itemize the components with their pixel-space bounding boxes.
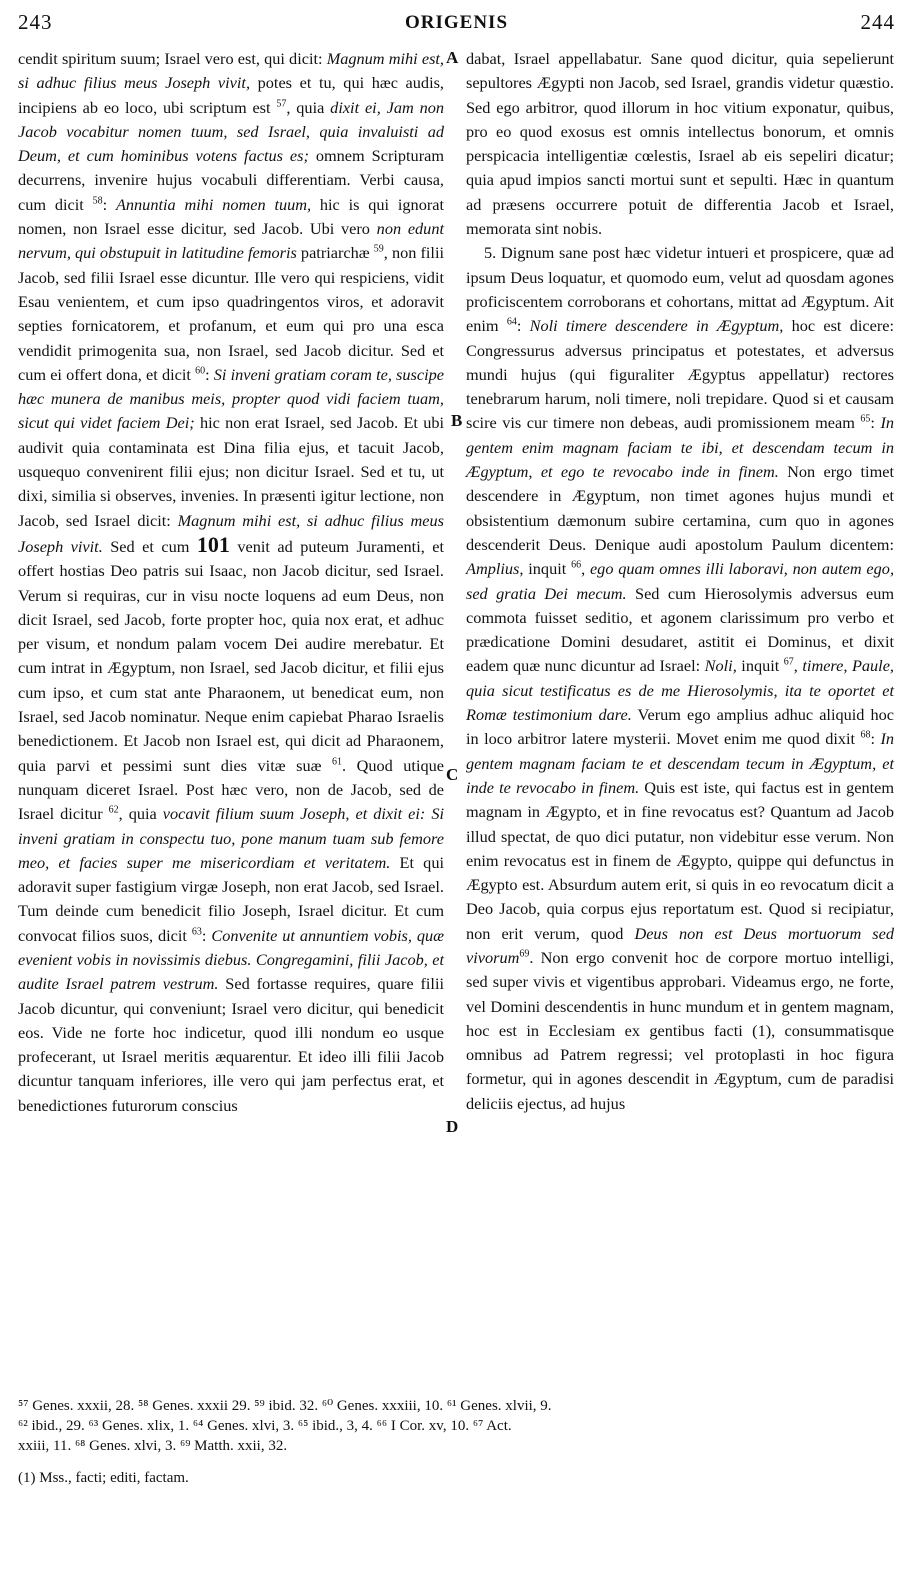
- running-title: ORIGENIS: [404, 12, 509, 33]
- page-number-left: 243: [18, 10, 53, 34]
- column-number: 101: [196, 531, 230, 557]
- left-column: [18, 47, 444, 1118]
- right-paragraph-2: 5. Dignum sane post hæc videtur intueri et prospicere, quæ ad ipsum Deus loquatur, et quomodo eum, velut ad quosdam agones proficiscentem corroborans et cohortans, mittat ad Ægyptum. Ait enim $^{64}$: Noli timere descendere in Ægyptum, hoc est dicere: Congressurus adversus principatus et potestates, et adversus mundi hujus (qui figuraliter Ægyptus appellatur) rectores tenebrarum harum, noli timere, noli trepidare. Quod si et causam scire vis cur timere non debeas, audi promissionem meam $^{65}$: In gentem enim magnam faciam te ibi, et descendam tecum in Ægyptum, et ego te revocabo inde in finem. Non ergo timet descendere in Ægyptum, non timet agones hujus mundi et obsistentium dæmonum subire certamina, cum quo in agones descenderit Deus. Denique audi apostolum Paulum dicentem: Amplius, inquit $^{66}$, ego quam omnes illi laboravi, non autem ego, sed gratia Dei mecum. Sed cum Hierosolymis adversus eum commota fuisset seditio, et agonem clarissimum pro verbo et prædicatione Domini desudaret, astitit ei Dominus, et dixit eadem quæ nunc dicuntur ad Israel: Noli, inquit $^{67}$, timere, Paule, quia sicut testificatus es de me Hierosolymis, ita te oportet et Romæ testimonium dare. Verum ego amplius adhuc aliquid hoc in loco arbitror latere mysterii. Movet enim me quod dixit $^{68}$: In gentem magnam faciam te et descendam tecum in Ægyptum, et inde te revocabo in finem. Quis est iste, qui factus est in gentem magnam in Ægypto, et in fine revocatus est? Quantum ad Jacob illud spectat, de quo dici putatur, non videbitur esse verum. Non enim revocatus est in finem de Ægypto, quippe qui defunctus in Ægypto est. Absurdum autem erit, si quis in eo revocatum dicit a Deo Jacob, quia corpus ejus reportatum est. Quod si recipiatur, non erit verum, quod Deus non est Deus mortuorum sed vivorum$^{69}$. Non ergo convenit hoc de corpore mortuo intelligi, sed super vivis et vigentibus approbari. Videamus ergo, ne forte, vel Domini descendentis in hunc mundum et in gentem magnam, hoc est in Ecclesiam ex gentibus facti (1), consummatisque omnibus ad Patrem regressi; vel protoplasti in hoc figura formetur, qui in agones descendit in Ægyptum, cum de paradisi deliciis ejectus, ad hujus: [466, 243, 895, 1113]
- footnote-line: xxiii, 11. ⁶⁸ Genes. xlvi, 3. ⁶⁹ Matth. xxii, 32.: [18, 1438, 288, 1454]
- critical-note: (1) Mss., facti; editi, factam.: [18, 1470, 189, 1486]
- margin-marker-b: B: [451, 411, 463, 430]
- margin-marker-a: A: [446, 48, 459, 67]
- margin-marker-c: C: [446, 765, 459, 784]
- right-column: [466, 47, 894, 1116]
- footnote-line: ⁶² ibid., 29. ⁶³ Genes. xlix, 1. ⁶⁴ Genes. xlvi, 3. ⁶⁵ ibid., 3, 4. ⁶⁶ I Cor. xv, 10. ⁶⁷ Act.: [18, 1418, 512, 1434]
- footnotes: [18, 1396, 895, 1488]
- margin-marker-d: D: [446, 1117, 459, 1136]
- page-number-right: 244: [860, 10, 895, 34]
- left-paragraph: cendit spiritum suum; Israel vero est, qui dicit: Magnum mihi est, si adhuc filius meus Joseph vivit, potes et tu, qui hæc audis, incipiens ab eo loco, ubi scriptum est $^{57}$, quia dixit ei, Jam non Jacob vocabitur nomen tuum, sed Israel, quia invaluisti ad Deum, et cum hominibus votens factus es; omnem Scripturam decurrens, invenire hujus vocabuli differentiam. Verbi causa, cum dicit $^{58}$: Annuntia mihi nomen tuum, hic is qui ignorat nomen, non Israel esse dicitur, sed Jacob. Ubi vero non edunt nervum, qui obstupuit in latitudine femoris patriarchæ $^{59}$, non filii Jacob, sed filii Israel esse dicuntur. Ille vero qui respiciens, vidit Esau venientem, et cum ipso quadringentos viros, et adoravit septies fornicatorem, et profanum, et eum qui pro una esca vendidit primogenita sua, non Israel, sed Jacob dicitur. Sed et cum ei offert dona, et dicit $^{60}$: Si inveni gratiam coram te, suscipe hæc munera de manibus meis, propter quod vidi faciem tuam, sicut qui videt faciem Dei; hic non erat Israel, sed Jacob. Et ubi audivit quia contaminata est Dina filia ejus, et tacuit Jacob, usquequo convenirent filii ejus; non dicitur Israel. Sed et tu, ut dixi, similia si observes, invenies. In præsenti igitur lectione, non Jacob, sed Israel dicit: Magnum mihi est, si adhuc filius meus Joseph vivit. Sed et cum 101 venit ad puteum Juramenti, et offert hostias Deo patris sui Isaac, non Jacob dicitur, sed Israel. Verum si requiras, cur in visu nocte loquens ad eum Deus, non dicit Israel, sed Jacob, forte propter hoc, quia nox erat, et adhuc per visum, et nondum palam vocem Dei audire merebatur. Et cum intrat in Ægyptum, non Israel, sed Jacob dicitur, et filii ejus cum ipso, et cum stat ante Pharaonem, ut benedicat eum, non Israel, sed Jacob nominatur. Neque enim capiebat Pharao Israelis benedictionem. Et Jacob non Israel est, qui dicit ad Pharaonem, quia parvi et pessimi sunt dies vitæ suæ $^{61}$. Quod utique nunquam diceret Israel. Post hæc vero, non de Jacob, sed de Israel dicitur $^{62}$, quia vocavit filium suum Joseph, et dixit ei: Si inveni gratiam in conspectu tuo, pone manum tuam sub femore meo, et facies super me misericordiam et veritatem. Et qui adoravit super fastigium virgæ Joseph, non erat Jacob, sed Israel. Tum deinde cum benedicit filio Joseph, Israel dicitur. Et cum convocat filios suos, dicit $^{63}$: Convenite ut annuntiem vobis, quæ evenient vobis in novissimis diebus. Congregamini, filii Jacob, et audite Israel patrem vestrum. Sed fortasse requires, quare filii Jacob dicuntur, qui conveniunt; Israel vero dicitur, qui benedicit eos. Vide ne forte hoc indicetur, quod illi nondum eo usque profecerant, ut Israel meritis æquarentur. Et ideo illi filii Jacob dicuntur tanquam inferiores, ille vero qui jam perfectus erat, et benedictiones futurorum conscius: [18, 49, 445, 1115]
- page-header: [18, 10, 895, 40]
- footnote-line: ⁵⁷ Genes. xxxii, 28. ⁵⁸ Genes. xxxii 29. ⁵⁹ ibid. 32. ⁶⁰ Genes. xxxiii, 10. ⁶¹ Genes. xlvii, 9.: [18, 1398, 552, 1414]
- right-paragraph-1: dabat, Israel appellabatur. Sane quod dicitur, quia sepelierunt sepultores Ægypti non Jacob, sed Israel, grandis videtur quæstio. Sed ego arbitror, quod illorum in hoc vitium exponatur, quibus, pro eo quod exosus est omnis intellectus bonorum, et omnis perspicacia intelligentiæ cœlestis, Israel ab eis sepeliri dicatur; quia apud impios sancti mortui sunt et sepulti. Hæc in quantum ad præsens occurrere potuit de differentia Jacob et Israel, memorata sint nobis.: [466, 49, 894, 239]
